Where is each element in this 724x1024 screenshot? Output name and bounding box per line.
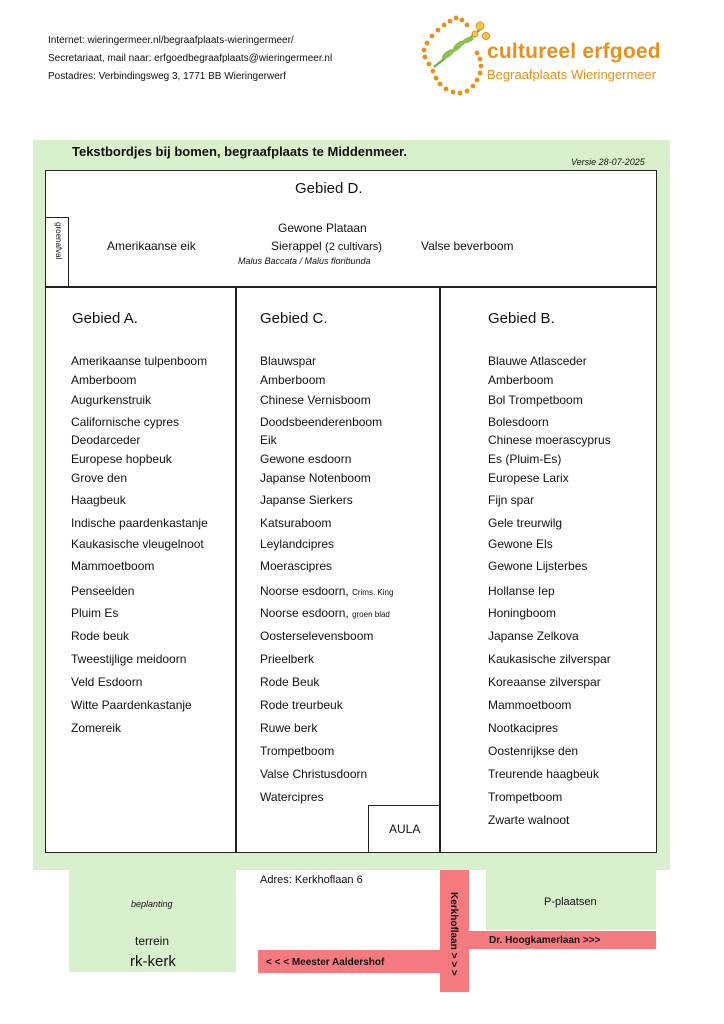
- list-item: Leylandcipres: [260, 537, 335, 551]
- list-item: Bol Trompetboom: [488, 393, 583, 407]
- logo-subtitle: Begraafplaats Wieringermeer: [487, 67, 657, 82]
- list-item: Augurkenstruik: [71, 393, 152, 407]
- list-item: Indische paardenkastanje: [71, 516, 208, 530]
- list-item: Zwarte walnoot: [488, 813, 570, 827]
- list-item: Chinese moerascyprus: [488, 433, 611, 447]
- list-item: Es (Pluim-Es): [488, 452, 562, 466]
- rk-kerk-label: rk-kerk: [130, 953, 176, 970]
- list-item: Katsuraboom: [260, 516, 332, 530]
- tree-d-sierappel-name: Sierappel: [271, 239, 322, 253]
- list-item: Californische cypres: [71, 415, 180, 429]
- list-item: Bolesdoorn: [488, 415, 549, 429]
- tree-d-sierappel-latin: Malus Baccata / Malus floribunda: [238, 256, 371, 266]
- list-item: Japanse Notenboom: [260, 471, 371, 485]
- list-item: Eik: [260, 433, 277, 447]
- list-item: Trompetboom: [260, 744, 335, 758]
- list-item: Gele treurwilg: [488, 516, 563, 530]
- address-label: Adres: Kerkhoflaan 6: [260, 874, 363, 886]
- list-item: Doodsbeenderenboom: [260, 415, 383, 429]
- tree-d-amerikaanse-eik: Amerikaanse eik: [107, 239, 196, 253]
- kerkhoflaan-label: Kerkhoflaan > > >: [448, 892, 459, 976]
- list-item: Trompetboom: [488, 790, 563, 804]
- list-item: Tweestijlige meidoorn: [71, 652, 187, 666]
- list-item: Rode beuk: [71, 629, 130, 643]
- gebied-c-title: Gebied C.: [260, 310, 328, 327]
- logo-icon: [420, 12, 492, 98]
- list-item: Gewone Lijsterbes: [488, 559, 588, 573]
- aula-box: [368, 805, 440, 853]
- list-item: Kaukasische vleugelnoot: [71, 537, 204, 551]
- list-item: Pluim Es: [71, 606, 119, 620]
- list-item: Grove den: [71, 471, 128, 485]
- list-item: Valse Christusdoorn: [260, 767, 368, 781]
- contact-secretariaat: Secretariaat, mail naar: erfgoedbegraafplaats@wieringermeer.nl: [48, 53, 333, 64]
- list-item: Witte Paardenkastanje: [71, 698, 192, 712]
- list-item: Gewone Els: [488, 537, 553, 551]
- list-item: Amerikaanse tulpenboom: [71, 354, 208, 368]
- list-item: Koreaanse zilverspar: [488, 675, 601, 689]
- meester-aaldershof-label: < < < Meester Aaldershof: [266, 957, 385, 968]
- list-item: Europese hopbeuk: [71, 452, 172, 466]
- gebied-d-title: Gebied D.: [295, 180, 363, 197]
- list-item: Mammoetboom: [71, 559, 155, 573]
- contact-postadres: Postadres: Verbindingsweg 3, 1771 BB Wieringerwerf: [48, 71, 286, 82]
- list-item: Japanse Sierkers: [260, 493, 353, 507]
- tree-c-noorse-esdoorn-2: Noorse esdoorn,: [260, 606, 349, 620]
- list-item: [260, 606, 390, 620]
- list-item: Chinese Vernisboom: [260, 393, 371, 407]
- list-item: Hollanse Iep: [488, 584, 555, 598]
- list-item: Mammoetboom: [488, 698, 572, 712]
- tree-c-noorse-esdoorn-1: Noorse esdoorn,: [260, 584, 349, 598]
- list-item: Honingboom: [488, 606, 557, 620]
- tree-d-valse-beverboom: Valse beverboom: [421, 239, 514, 253]
- tree-d-sierappel-note: (2 cultivars): [325, 241, 382, 253]
- list-item: Rode Beuk: [260, 675, 320, 689]
- document-title: Tekstbordjes bij bomen, begraafplaats te Middenmeer.: [72, 144, 407, 159]
- hoogkamerlaan-label: Dr. Hoogkamerlaan >>>: [489, 935, 601, 946]
- logo-title: cultureel erfgoed: [487, 40, 661, 63]
- tree-c-noorse-note-1: Crims. King: [352, 588, 394, 597]
- divider-a-c: [235, 286, 237, 853]
- divider-d: [45, 286, 657, 288]
- list-item: Haagbeuk: [71, 493, 126, 507]
- beplanting-label: beplanting: [131, 899, 173, 909]
- list-item: [260, 584, 393, 598]
- gebied-b-title: Gebied B.: [488, 310, 555, 327]
- list-item: Prieelberk: [260, 652, 315, 666]
- list-item: Europese Larix: [488, 471, 569, 485]
- tree-c-noorse-note-2: groen blad: [352, 610, 390, 619]
- list-item: Amberboom: [488, 373, 554, 387]
- list-item: Japanse Zelkova: [488, 629, 579, 643]
- contact-internet: Internet: wieringermeer.nl/begraafplaats-wieringermeer/: [48, 35, 294, 46]
- list-item: Amberboom: [260, 373, 326, 387]
- terrein-label: terrein: [135, 934, 170, 948]
- list-item: Treurende haagbeuk: [488, 767, 599, 781]
- p-plaatsen-label: P-plaatsen: [544, 896, 597, 908]
- list-item: Oostenrijkse den: [488, 744, 579, 758]
- tree-d-gewone-plataan: Gewone Plataan: [278, 221, 367, 235]
- tree-d-sierappel: [271, 239, 382, 253]
- groenafval-label: groenafval: [54, 222, 63, 260]
- list-item: Ruwe berk: [260, 721, 318, 735]
- list-item: Zomereik: [71, 721, 122, 735]
- list-item: Amberboom: [71, 373, 137, 387]
- groenafval-box: [45, 217, 69, 287]
- list-item: Blauwspar: [260, 354, 317, 368]
- list-item: Watercipres: [260, 790, 324, 804]
- list-item: Kaukasische zilverspar: [488, 652, 611, 666]
- document-version: Versie 28-07-2025: [571, 157, 645, 167]
- gebied-a-title: Gebied A.: [72, 310, 138, 327]
- list-item: Nootkacipres: [488, 721, 559, 735]
- list-item: Penseelden: [71, 584, 135, 598]
- list-item: Fijn spar: [488, 493, 535, 507]
- list-item: Rode treurbeuk: [260, 698, 343, 712]
- list-item: Gewone esdoorn: [260, 452, 352, 466]
- divider-c-b: [439, 286, 441, 853]
- aula-label: AULA: [389, 822, 421, 836]
- list-item: Moerascipres: [260, 559, 333, 573]
- list-item: Deodarceder: [71, 433, 141, 447]
- list-item: Veld Esdoorn: [71, 675, 143, 689]
- list-item: Oosterselevensboom: [260, 629, 374, 643]
- list-item: Blauwe Atlasceder: [488, 354, 587, 368]
